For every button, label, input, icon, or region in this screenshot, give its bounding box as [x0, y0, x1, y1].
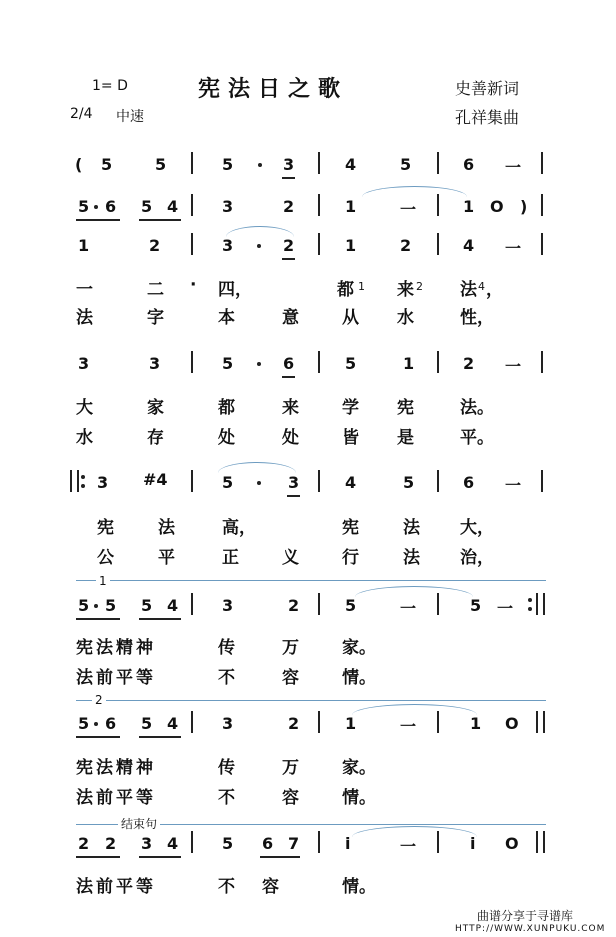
barline	[541, 470, 543, 492]
lyric: 处	[282, 428, 299, 448]
lyric: 宪	[397, 398, 414, 418]
lyric: 从	[342, 308, 359, 328]
lyric: ·	[190, 275, 197, 295]
volta-number: 2	[92, 693, 106, 707]
note: 5	[78, 714, 90, 733]
underline	[282, 177, 295, 179]
dash: 一	[505, 357, 522, 376]
barline	[191, 711, 193, 733]
lyric: 情。	[342, 877, 376, 897]
lyric: 平。	[460, 428, 494, 448]
lyric: 正	[222, 548, 239, 568]
dot	[94, 722, 98, 726]
note: 1	[463, 197, 475, 216]
paren-close: )	[520, 197, 528, 216]
lyric: 万	[282, 758, 299, 778]
lyric: 高，	[222, 518, 256, 538]
lyric: 大	[76, 398, 93, 418]
note: 2	[149, 236, 161, 255]
underline	[139, 736, 181, 738]
lyric: ，	[486, 280, 503, 300]
note: 2	[105, 834, 117, 853]
lyric: 容	[262, 877, 279, 897]
lyric: 都	[337, 280, 354, 300]
underline	[260, 856, 300, 858]
note: 2	[283, 197, 295, 216]
note: 5	[78, 596, 90, 615]
barline	[191, 194, 193, 216]
barline	[191, 351, 193, 373]
barline	[191, 831, 193, 853]
note: 5	[222, 354, 234, 373]
note: 3	[222, 236, 234, 255]
site-watermark	[455, 907, 606, 934]
barline	[318, 351, 320, 373]
note: 2	[288, 596, 300, 615]
note: 6	[105, 197, 117, 216]
note: 1	[403, 354, 415, 373]
barline	[437, 152, 439, 174]
barline	[437, 831, 439, 853]
note: 2	[283, 236, 295, 255]
note: 5	[155, 155, 167, 174]
note: 3	[288, 473, 300, 492]
lyric: 存	[147, 428, 164, 448]
lyric: 宪法精神	[76, 638, 156, 658]
lyric: 意	[282, 308, 299, 328]
lyric: 行	[342, 548, 359, 568]
lyric: 家。	[342, 758, 376, 778]
note: 5	[78, 197, 90, 216]
volta-bracket	[76, 700, 546, 711]
repeat-dot	[81, 475, 85, 479]
underline	[139, 618, 181, 620]
song-title: 宪法日之歌	[198, 77, 349, 102]
dash: 一	[400, 200, 417, 219]
note: 4	[167, 834, 179, 853]
dash: 一	[400, 717, 417, 736]
lyric: 不	[218, 668, 235, 688]
lyric: 法	[403, 518, 420, 538]
volta-number: 1	[96, 574, 110, 588]
repeat-end	[536, 593, 545, 615]
barline	[318, 233, 320, 255]
barline	[191, 470, 193, 492]
underline	[282, 376, 295, 378]
final-barline	[536, 831, 545, 853]
lyric: 情。	[342, 788, 376, 808]
dash: 一	[400, 599, 417, 618]
dash: 一	[505, 476, 522, 495]
note: 7	[288, 834, 300, 853]
lyric: 本	[218, 308, 235, 328]
lyricist-credit: 史善新词	[455, 79, 520, 98]
barline	[541, 351, 543, 373]
lyric: 法前平等	[76, 668, 156, 688]
note: 3	[222, 197, 234, 216]
lyric: 法	[460, 280, 477, 300]
barline	[318, 593, 320, 615]
lyric: 一	[76, 280, 93, 300]
barline	[541, 194, 543, 216]
note: 1	[345, 197, 357, 216]
note: 1	[345, 236, 357, 255]
underline	[76, 856, 120, 858]
lyric-index: 1	[358, 280, 365, 293]
lyric: 传	[218, 758, 235, 778]
note: 6	[105, 714, 117, 733]
note: 3	[149, 354, 161, 373]
note: 5	[222, 834, 234, 853]
lyric: 不	[218, 877, 235, 897]
lyric: 家	[147, 398, 164, 418]
dot	[94, 604, 98, 608]
note: 1	[78, 236, 90, 255]
lyric: 水	[397, 308, 414, 328]
underline	[76, 736, 120, 738]
time-signature: 2/4	[70, 106, 93, 122]
lyric: 来	[282, 398, 299, 418]
dash: 一	[505, 239, 522, 258]
barline	[318, 152, 320, 174]
dot	[257, 362, 261, 366]
note: 1	[345, 714, 357, 733]
lyric: 大，	[460, 518, 494, 538]
note-high: i	[470, 834, 476, 853]
dot	[258, 163, 262, 167]
note: 5	[141, 197, 153, 216]
lyric: 宪法精神	[76, 758, 156, 778]
double-barline	[536, 711, 545, 733]
lyric-index: 4	[478, 280, 485, 293]
note: 6	[262, 834, 274, 853]
barline	[437, 593, 439, 615]
lyric: 不	[218, 788, 235, 808]
note: 5	[141, 714, 153, 733]
dot	[257, 244, 261, 248]
volta-bracket	[76, 580, 546, 591]
lyric: 性，	[460, 308, 494, 328]
rest: O	[505, 834, 519, 853]
note: 5	[222, 155, 234, 174]
lyric: 情。	[342, 668, 376, 688]
barline	[437, 351, 439, 373]
lyric: 来	[397, 280, 414, 300]
lyric: 处	[218, 428, 235, 448]
note: 5	[101, 155, 113, 174]
barline	[437, 711, 439, 733]
composer-credit: 孔祥集曲	[455, 108, 520, 127]
barline	[318, 470, 320, 492]
note: 6	[463, 155, 475, 174]
note: 5	[141, 596, 153, 615]
underline	[139, 856, 181, 858]
note: 5	[345, 596, 357, 615]
ending-label: 结束句	[118, 815, 160, 832]
lyric: 容	[282, 668, 299, 688]
lyric: 公	[97, 548, 114, 568]
watermark-text: 曲谱分享于寻谱库	[476, 909, 573, 923]
lyric: 治，	[460, 548, 494, 568]
note: 4	[463, 236, 475, 255]
repeat-dot	[528, 598, 532, 602]
lyric: 都	[218, 398, 235, 418]
note: 3	[141, 834, 153, 853]
note: 4	[167, 197, 179, 216]
dash: 一	[400, 837, 417, 856]
lyric: 四，	[218, 280, 252, 300]
barline	[437, 470, 439, 492]
underline	[139, 219, 181, 221]
lyric: 学	[342, 398, 359, 418]
lyric: 义	[282, 548, 299, 568]
paren-open: (	[75, 155, 83, 174]
note: 5	[345, 354, 357, 373]
dash: 一	[497, 599, 514, 618]
lyric: 二	[147, 280, 164, 300]
underline	[76, 618, 120, 620]
barline	[541, 152, 543, 174]
repeat-start	[70, 470, 79, 492]
note: 5	[222, 473, 234, 492]
note-high: i	[345, 834, 351, 853]
lyric: 皆	[342, 428, 359, 448]
rest: O	[490, 197, 504, 216]
note: 1	[470, 714, 482, 733]
barline	[318, 194, 320, 216]
note: 2	[288, 714, 300, 733]
note: 3	[222, 596, 234, 615]
underline	[282, 258, 295, 260]
lyric: 法前平等	[76, 788, 156, 808]
note: 4	[345, 155, 357, 174]
lyric-index: 2	[416, 280, 423, 293]
barline	[541, 233, 543, 255]
barline	[191, 152, 193, 174]
barline	[437, 233, 439, 255]
lyric: 容	[282, 788, 299, 808]
lyric: 法	[158, 518, 175, 538]
lyric: 是	[397, 428, 414, 448]
lyric: 平	[158, 548, 175, 568]
lyric: 字	[147, 308, 164, 328]
repeat-dot	[81, 484, 85, 488]
note: 6	[283, 354, 295, 373]
barline	[318, 711, 320, 733]
note: 3	[283, 155, 295, 174]
note: 4	[345, 473, 357, 492]
note: 6	[463, 473, 475, 492]
key-signature: 1= D	[92, 78, 128, 94]
dot	[257, 481, 261, 485]
note: 3	[97, 473, 109, 492]
lyric: 法	[403, 548, 420, 568]
barline	[437, 194, 439, 216]
note: 3	[78, 354, 90, 373]
dash: 一	[505, 158, 522, 177]
lyric: 法	[76, 308, 93, 328]
lyric: 传	[218, 638, 235, 658]
note: 5	[105, 596, 117, 615]
note: 3	[222, 714, 234, 733]
lyric: 万	[282, 638, 299, 658]
lyric: 宪	[97, 518, 114, 538]
dot	[94, 205, 98, 209]
repeat-dot	[528, 607, 532, 611]
underline	[287, 495, 300, 497]
note: 2	[463, 354, 475, 373]
lyric: 家。	[342, 638, 376, 658]
lyric: 宪	[342, 518, 359, 538]
note: 5	[470, 596, 482, 615]
note: 4	[167, 596, 179, 615]
tempo-marking: 中速	[116, 109, 144, 125]
note: 2	[400, 236, 412, 255]
lyric: 水	[76, 428, 93, 448]
underline	[76, 219, 120, 221]
barline	[318, 831, 320, 853]
tie	[218, 462, 296, 473]
lyric: 法。	[460, 398, 494, 418]
rest: O	[505, 714, 519, 733]
note: 5	[400, 155, 412, 174]
lyric: 法前平等	[76, 877, 156, 897]
note: 4	[167, 714, 179, 733]
note-sharp: #4	[143, 470, 168, 489]
note: 2	[78, 834, 90, 853]
note: 5	[403, 473, 415, 492]
watermark-url: HTTP://WWW.XUNPUKU.COM	[455, 924, 606, 934]
barline	[191, 233, 193, 255]
barline	[191, 593, 193, 615]
tie	[362, 186, 467, 197]
